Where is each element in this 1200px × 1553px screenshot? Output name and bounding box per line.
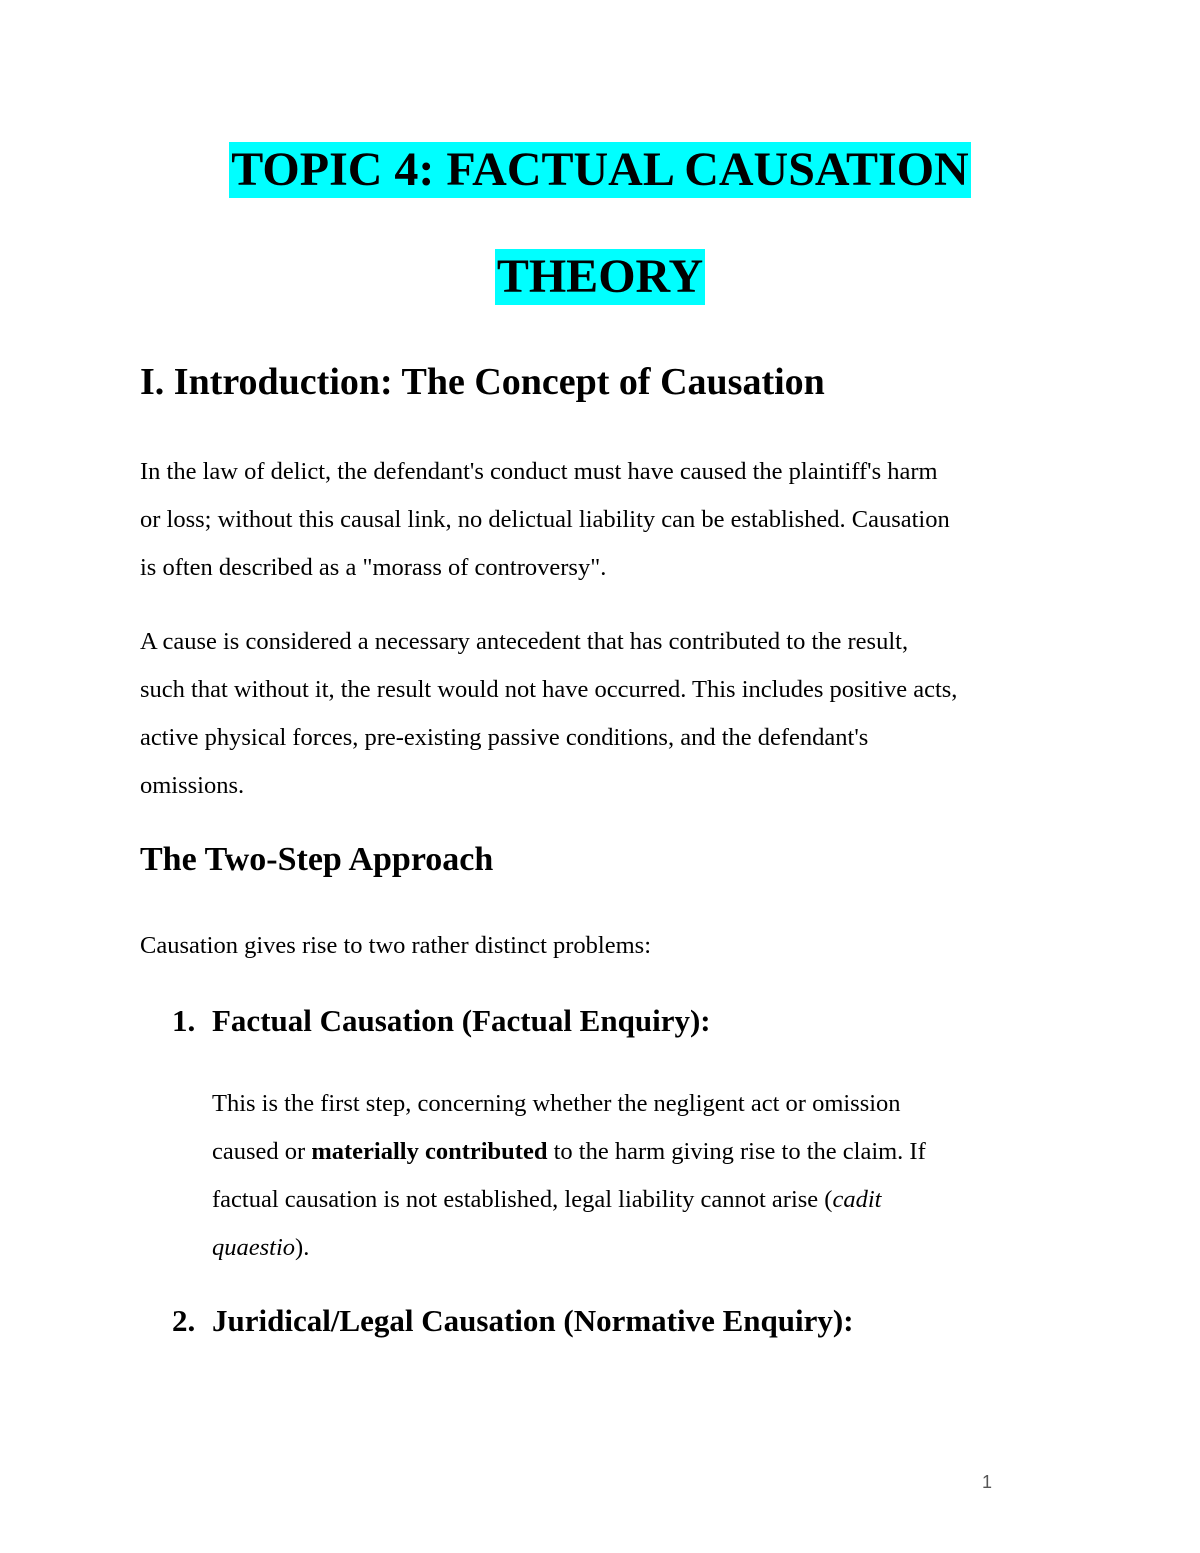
paragraph-line: such that without it, the result would not have occurred. This includes positive acts, bbox=[140, 676, 958, 703]
paragraph-line bbox=[212, 1224, 1092, 1272]
list-item-title: Juridical/Legal Causation (Normative Enquiry): bbox=[212, 1303, 854, 1338]
list-item-title: Factual Causation (Factual Enquiry): bbox=[212, 1003, 711, 1038]
section-heading-two-step-approach: The Two-Step Approach bbox=[140, 841, 494, 878]
paragraph-line: A cause is considered a necessary antecedent that has contributed to the result, bbox=[140, 628, 909, 655]
text-run: factual causation is not established, legal liability cannot arise ( bbox=[212, 1186, 833, 1213]
paragraph-line bbox=[212, 1176, 1092, 1224]
paragraph-line bbox=[212, 1128, 1092, 1176]
paragraph-line: is often described as a "morass of controversy". bbox=[140, 554, 607, 581]
text-run: to the harm giving rise to the claim. If bbox=[547, 1138, 926, 1165]
list-item-factual-causation bbox=[172, 1002, 711, 1040]
paragraph-line: Causation gives rise to two rather distinct problems: bbox=[140, 932, 652, 959]
list-number: 2. bbox=[172, 1303, 196, 1338]
intro-paragraph-2 bbox=[140, 618, 1080, 810]
list-number: 1. bbox=[172, 1003, 196, 1038]
list-item-legal-causation bbox=[172, 1302, 854, 1340]
factual-causation-paragraph bbox=[212, 1080, 1092, 1272]
page-number: 1 bbox=[981, 1472, 992, 1492]
paragraph-line: omissions. bbox=[140, 772, 245, 799]
two-step-intro bbox=[140, 922, 1080, 970]
document-title: TOPIC 4: FACTUAL CAUSATION bbox=[231, 143, 969, 196]
latin-phrase: cadit bbox=[832, 1186, 882, 1213]
text-run: caused or bbox=[212, 1138, 312, 1165]
latin-phrase: quaestio bbox=[212, 1234, 296, 1261]
intro-paragraph-1 bbox=[140, 448, 1080, 592]
text-run: ). bbox=[295, 1234, 310, 1261]
document-subtitle: THEORY bbox=[496, 250, 704, 303]
paragraph-line: This is the first step, concerning whether the negligent act or omission bbox=[212, 1090, 901, 1117]
bold-phrase: materially contributed bbox=[311, 1138, 548, 1165]
title-line-1-container bbox=[0, 142, 1200, 198]
title-line-2-container bbox=[0, 249, 1200, 305]
paragraph-line: In the law of delict, the defendant's conduct must have caused the plaintiff's harm bbox=[140, 458, 938, 485]
paragraph-line: or loss; without this causal link, no delictual liability can be established. Causation bbox=[140, 506, 950, 533]
section-heading-introduction: I. Introduction: The Concept of Causation bbox=[140, 361, 825, 403]
paragraph-line: active physical forces, pre-existing passive conditions, and the defendant's bbox=[140, 724, 869, 751]
